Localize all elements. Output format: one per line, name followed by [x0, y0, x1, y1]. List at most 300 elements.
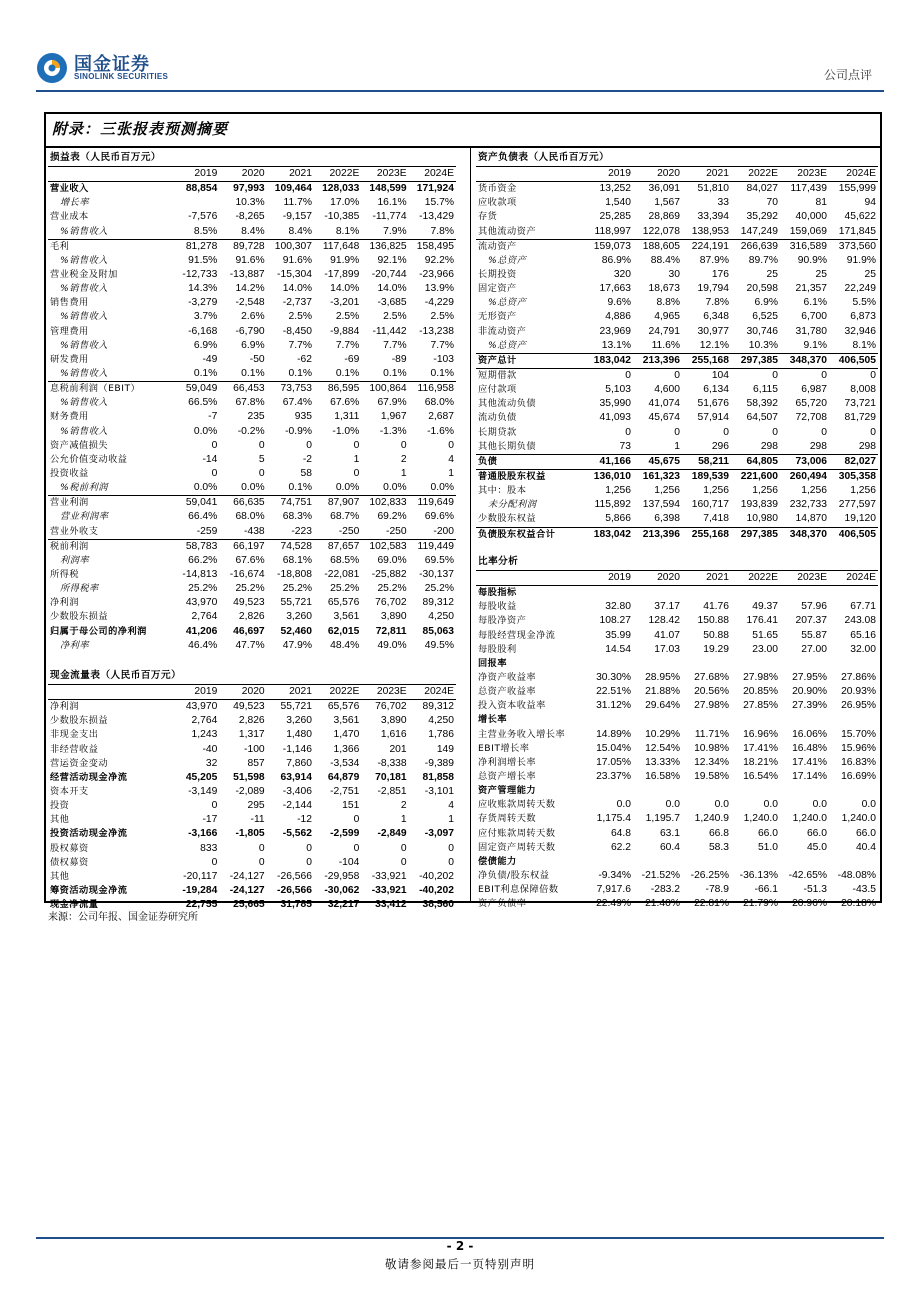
row-label: 营业税金及附加 — [50, 269, 118, 281]
row-label: 研发费用 — [50, 353, 89, 365]
cell-value: 3,561 — [333, 715, 360, 727]
year-header: 2020 — [219, 167, 266, 182]
cell-value: 6,525 — [752, 311, 778, 323]
cell-value: 1,256 — [605, 485, 631, 497]
table-row — [48, 771, 456, 785]
row-label: 筹资活动现金净流 — [50, 885, 128, 897]
cell-value: 13.1% — [584, 339, 633, 354]
cell-value: 51,810 — [697, 183, 729, 195]
cell-value: 7.8% — [705, 297, 729, 309]
row-label: 增长率 — [478, 714, 508, 726]
table-row — [48, 210, 456, 224]
cell-value: 64,805 — [731, 454, 780, 469]
table-row — [476, 339, 878, 354]
cell-value: 7.7% — [288, 339, 312, 351]
table-row — [48, 325, 456, 339]
cell-value — [682, 713, 731, 727]
cell-value: 122,078 — [633, 225, 682, 240]
cell-value: -250 — [314, 525, 361, 540]
cell-value: 31,780 — [795, 325, 827, 337]
cell-value: 32,946 — [844, 325, 876, 337]
cell-value: -2,548 — [235, 297, 265, 309]
cell-value: 1 — [448, 468, 454, 480]
cell-value: 8,008 — [850, 384, 876, 396]
disclaimer-note: 敬请参阅最后一页特别声明 — [385, 1257, 535, 1271]
table-row — [476, 512, 878, 527]
cell-value: 1,243 — [191, 729, 218, 741]
cell-value: 41.76 — [703, 601, 729, 613]
cell-value: -7,576 — [188, 211, 218, 223]
cell-value: 17,663 — [599, 283, 631, 295]
table-row — [476, 827, 878, 841]
table-row — [48, 568, 456, 582]
table-row — [476, 182, 878, 197]
cell-value: 3.7% — [193, 311, 218, 323]
row-label: 非流动资产 — [478, 325, 527, 337]
cell-value: 89,728 — [233, 240, 265, 252]
cell-value: 25,665 — [233, 899, 265, 911]
cell-value: 0.1% — [409, 367, 456, 382]
cell-value: -33,921 — [371, 885, 407, 897]
cell-value: 38,560 — [422, 899, 454, 911]
cell-value: 2 — [400, 453, 407, 465]
cell-value: 183,042 — [584, 353, 633, 368]
cell-value: 86.9% — [601, 254, 631, 266]
cell-value: 10.29% — [645, 728, 680, 740]
header-blank — [476, 571, 584, 586]
table-row — [476, 671, 878, 685]
row-label: 税前利润 — [50, 540, 89, 552]
cell-value: 0 — [258, 856, 265, 868]
cell-value: -250 — [361, 525, 408, 540]
ratio-analysis-title: 比率分析 — [476, 554, 878, 571]
year-header: 2024E — [409, 167, 456, 182]
cell-value: -3,279 — [188, 297, 218, 309]
appendix-title: 附录：三张报表预测摘要 — [52, 120, 229, 138]
cell-value: 406,505 — [829, 353, 878, 368]
cell-value: 21.88% — [645, 686, 680, 698]
year-header-row — [48, 167, 456, 182]
cell-value — [584, 855, 633, 869]
row-label: 应收账款周转天数 — [478, 799, 556, 811]
cell-value: 151 — [342, 800, 360, 812]
cell-value: 28,869 — [648, 211, 680, 223]
cell-value: 6,348 — [703, 311, 729, 323]
year-header: 2021 — [267, 167, 314, 182]
cell-value: 88.4% — [650, 254, 680, 266]
row-label: 利润率 — [60, 554, 90, 566]
cell-value: -104 — [338, 856, 360, 868]
cell-value: 13.33% — [645, 756, 680, 768]
cell-value: 68.1% — [282, 554, 312, 566]
row-label: 投资 — [50, 800, 70, 812]
year-header: 2019 — [172, 167, 219, 182]
cell-value: 19,794 — [697, 283, 729, 295]
cell-value: -2,737 — [282, 297, 312, 309]
table-row — [48, 254, 456, 268]
table-row — [48, 714, 456, 728]
cell-value: 0 — [353, 439, 360, 451]
cell-value: 88,854 — [185, 183, 218, 195]
cell-value: 0 — [306, 842, 312, 854]
cell-value: 160,717 — [691, 499, 729, 511]
cell-value: 0 — [353, 468, 360, 480]
cell-value: -9,884 — [330, 325, 360, 337]
table-row — [476, 614, 878, 628]
cell-value: 9.6% — [607, 297, 631, 309]
cell-value: 7.8% — [409, 225, 456, 240]
cell-value: 17.03 — [654, 643, 680, 655]
row-label: 所得税率 — [60, 583, 99, 595]
cell-value — [731, 855, 780, 869]
cell-value: 45.0 — [806, 841, 827, 853]
cell-value: 66.8 — [708, 827, 729, 839]
row-label: 固定资产 — [478, 283, 517, 295]
cell-value — [633, 784, 682, 798]
cell-value: 59,041 — [185, 497, 218, 509]
cell-value: 1,240.0 — [792, 813, 827, 825]
cell-value: 189,539 — [691, 471, 729, 483]
row-label: 营运资金变动 — [50, 757, 109, 769]
row-label: %销售收入 — [60, 397, 108, 409]
cell-value: 91.9% — [846, 254, 876, 266]
cell-value: 6.9% — [754, 297, 778, 309]
cell-value: 30 — [668, 269, 680, 281]
cashflow-statement-table — [48, 685, 456, 912]
cell-value: 1,311 — [334, 411, 360, 423]
cell-value: 4,600 — [654, 384, 680, 396]
cell-value: -18,808 — [277, 569, 312, 580]
row-label: 每股净资产 — [478, 615, 527, 627]
cell-value: 58,392 — [746, 398, 778, 410]
cell-value: 15.7% — [424, 197, 454, 209]
cell-value: -24,127 — [229, 870, 265, 882]
cell-value: 183,042 — [593, 528, 631, 540]
cell-value: 935 — [294, 411, 312, 423]
table-row — [48, 625, 456, 639]
cell-value: 155,999 — [838, 183, 876, 195]
cell-value: 25 — [815, 269, 827, 281]
row-label: 营业成本 — [50, 211, 89, 223]
cell-value: 67.4% — [282, 397, 312, 409]
cell-value: 87,907 — [327, 497, 360, 509]
table-row — [48, 799, 456, 813]
cell-value: -10,385 — [324, 211, 360, 223]
year-header: 2022E — [731, 167, 780, 182]
cell-value: 49,523 — [233, 701, 265, 713]
cell-value — [829, 784, 878, 798]
cell-value: 55,721 — [280, 597, 312, 609]
cell-value: 255,168 — [691, 528, 729, 540]
cell-value: 85,063 — [422, 625, 454, 637]
table-row — [48, 842, 456, 856]
row-label: 股权募资 — [50, 842, 89, 854]
cell-value: 0 — [353, 814, 360, 826]
cell-value: 14.3% — [188, 283, 218, 295]
year-header: 2024E — [409, 685, 456, 700]
cell-value: 1,240.0 — [743, 813, 778, 825]
table-row — [48, 196, 456, 210]
cell-value: 17.0% — [330, 197, 360, 209]
cell-value: -0.2% — [237, 425, 265, 437]
cell-value: 67.6% — [330, 397, 360, 409]
table-row — [48, 743, 456, 757]
logo-text-en: SINOLINK SECURITIES — [74, 72, 169, 81]
table-row — [476, 869, 878, 883]
cell-value: -200 — [409, 525, 456, 540]
cell-value: 25.2% — [424, 583, 454, 595]
cell-value: 45,675 — [633, 454, 682, 469]
cell-value: -103 — [433, 353, 454, 365]
table-row — [48, 870, 456, 884]
table-row — [476, 600, 878, 614]
cell-value: 7.7% — [335, 339, 360, 351]
cell-value: 18,673 — [648, 283, 680, 295]
table-row — [476, 798, 878, 812]
table-row — [476, 454, 878, 469]
cell-value: 0.1% — [219, 367, 266, 382]
cell-value: -2,751 — [330, 786, 360, 798]
cell-value: -15,304 — [277, 269, 312, 281]
cell-value: 5,103 — [605, 384, 631, 396]
cell-value: 161,323 — [642, 471, 680, 483]
cell-value: 67.9% — [377, 397, 407, 409]
cell-value: 68.0% — [235, 511, 265, 523]
cell-value: -12 — [297, 814, 312, 826]
cell-value: -42.65% — [788, 870, 827, 882]
cell-value: -8,450 — [282, 325, 312, 337]
cell-value: 17.14% — [792, 771, 827, 783]
cell-value: 74,751 — [280, 497, 312, 509]
row-label: 净资产收益率 — [478, 672, 537, 684]
cell-value: 47.7% — [235, 639, 265, 651]
cell-value: 7,418 — [682, 512, 731, 527]
table-row — [48, 539, 456, 554]
row-label: %销售收入 — [60, 283, 108, 295]
cell-value: 201 — [389, 743, 407, 755]
table-row — [476, 699, 878, 713]
table-row — [476, 498, 878, 512]
row-label: 营业外收支 — [48, 525, 172, 540]
cell-value: 51.65 — [752, 629, 778, 641]
cell-value: -223 — [267, 525, 314, 540]
row-label: 资产负债率 — [478, 898, 527, 910]
cell-value: 316,589 — [789, 240, 827, 252]
cell-value: 36,091 — [648, 183, 680, 195]
row-label: 其他 — [50, 814, 70, 826]
cell-value: 66.0 — [855, 827, 876, 839]
cell-value: -1.6% — [427, 425, 454, 437]
cell-value: 857 — [247, 757, 265, 769]
cell-value: 0 — [306, 439, 312, 451]
cell-value: 102,833 — [369, 497, 407, 509]
cell-value: 76,702 — [375, 701, 407, 713]
cell-value: 0.0% — [409, 481, 456, 496]
header-blank — [476, 167, 584, 182]
row-label: 销售费用 — [50, 297, 89, 309]
cell-value: 0 — [400, 856, 407, 868]
cell-value: -23,966 — [419, 269, 454, 281]
cell-value: 0.0% — [219, 481, 266, 496]
cell-value: 22.51% — [596, 686, 631, 698]
cell-value: 298 — [731, 440, 780, 455]
cell-value: 68.7% — [330, 511, 360, 523]
cell-value: 82,027 — [829, 454, 878, 469]
cell-value: 119,449 — [417, 540, 454, 552]
cell-value: 24,791 — [648, 325, 680, 337]
cell-value: 171,924 — [416, 183, 454, 195]
cell-value: 16.1% — [377, 197, 407, 209]
row-label: %总资产 — [488, 254, 527, 266]
cell-value: 9.1% — [780, 339, 829, 354]
cell-value: 72,811 — [375, 625, 407, 637]
cell-value: 32,217 — [327, 899, 360, 911]
cell-value: 43,970 — [185, 701, 218, 713]
cell-value: 104 — [711, 370, 729, 382]
cell-value: 70 — [766, 197, 778, 209]
cell-value: 58,783 — [185, 540, 218, 552]
cell-value: 27.95% — [792, 672, 827, 684]
cell-value: 46,697 — [233, 625, 265, 637]
appendix-frame — [44, 112, 882, 911]
table-row — [476, 310, 878, 324]
table-row — [48, 496, 456, 511]
cell-value: 12.54% — [645, 742, 680, 754]
balance-sheet-title: 资产负债表（人民币百万元） — [476, 150, 878, 167]
cell-value: 35,990 — [599, 398, 631, 410]
cell-value: 66,197 — [233, 540, 265, 552]
cell-value: -24,127 — [229, 885, 265, 897]
cell-value: -22,081 — [324, 569, 360, 580]
table-row — [48, 639, 456, 653]
table-row — [48, 728, 456, 742]
table-row — [48, 353, 456, 367]
cell-value: 1,366 — [333, 743, 360, 755]
table-row — [476, 742, 878, 756]
logo-text-cn: 国金证券 — [74, 54, 150, 75]
table-row — [48, 182, 456, 197]
cell-value — [829, 657, 878, 671]
year-header-row — [48, 685, 456, 700]
cell-value: 26.95% — [841, 700, 876, 712]
table-row — [476, 855, 878, 869]
cell-value: 5 — [258, 453, 265, 465]
cell-value: 17.41% — [743, 742, 778, 754]
cell-value: -2,851 — [377, 786, 407, 798]
cell-value: -26,566 — [277, 870, 312, 882]
cell-value: 20.90% — [792, 686, 827, 698]
cell-value: 1,256 — [654, 485, 680, 497]
year-header: 2020 — [219, 685, 266, 700]
cell-value: 115,892 — [594, 499, 631, 511]
cell-value — [633, 855, 682, 869]
table-row — [476, 440, 878, 455]
cell-value: 119,649 — [417, 497, 454, 509]
table-row — [48, 856, 456, 870]
year-header: 2022E — [314, 685, 361, 700]
table-row — [48, 225, 456, 240]
table-row — [476, 411, 878, 425]
year-header: 2023E — [361, 685, 408, 700]
cell-value: 0 — [625, 426, 631, 438]
cell-value: 27.98% — [694, 700, 729, 712]
cell-value — [780, 657, 829, 671]
cell-value: 1,256 — [850, 485, 876, 497]
cell-value: -30,062 — [324, 885, 360, 897]
cell-value: 1,967 — [380, 411, 407, 423]
cell-value: 46.4% — [188, 639, 218, 651]
cell-value: 0 — [211, 439, 218, 451]
cell-value: 298 — [829, 440, 878, 455]
cell-value: 22,755 — [185, 899, 218, 911]
year-header-row — [476, 167, 878, 182]
cell-value: -6,168 — [188, 325, 218, 337]
cell-value: 136,010 — [593, 471, 631, 483]
cell-value: 128.42 — [648, 615, 680, 627]
cell-value — [584, 586, 633, 601]
cell-value: 29.64% — [645, 700, 680, 712]
cell-value: 159,069 — [780, 225, 829, 240]
cell-value — [731, 713, 780, 727]
table-row — [476, 268, 878, 282]
cell-value: 16.54% — [743, 771, 778, 783]
cell-value: 67.6% — [235, 554, 265, 566]
header-blank — [48, 167, 172, 182]
row-label: 少数股东损益 — [50, 611, 109, 623]
table-row — [476, 196, 878, 210]
row-label: 所得税 — [50, 569, 80, 580]
cell-value: -1.3% — [379, 425, 407, 437]
year-header: 2020 — [633, 571, 682, 586]
cell-value — [829, 713, 878, 727]
cell-value: 33 — [717, 197, 729, 209]
cell-value: 20,598 — [746, 283, 778, 295]
table-row — [48, 610, 456, 624]
cell-value: 117,439 — [790, 183, 827, 195]
cell-value: 4 — [448, 800, 454, 812]
cell-value: 89,312 — [422, 701, 454, 713]
cell-value: 117,648 — [322, 240, 360, 252]
cell-value: 81,278 — [185, 240, 218, 252]
cell-value: 2,826 — [238, 715, 265, 727]
cell-value: 21.40% — [645, 898, 680, 910]
cell-value: 40,000 — [795, 211, 827, 223]
year-header-row — [476, 571, 878, 586]
cell-value: 108.27 — [599, 615, 631, 627]
cell-value: 90.9% — [797, 254, 827, 266]
table-row — [476, 841, 878, 855]
cell-value: 57,914 — [697, 412, 729, 424]
cell-value: 51,676 — [697, 398, 729, 410]
table-row — [48, 239, 456, 254]
year-header: 2019 — [172, 685, 219, 700]
cell-value: -11,774 — [372, 211, 407, 223]
title-divider — [46, 146, 880, 148]
cell-value: 147,249 — [731, 225, 780, 240]
cell-value: 149 — [436, 743, 454, 755]
cell-value: 65.16 — [850, 629, 876, 641]
cell-value: 41,093 — [599, 412, 631, 424]
row-label: 营业利润率 — [60, 511, 109, 523]
cell-value: 3,890 — [380, 611, 407, 623]
table-row — [48, 596, 456, 610]
cell-value: -89 — [391, 353, 407, 365]
cell-value: 20.18% — [841, 898, 876, 910]
row-label: 无形资产 — [478, 311, 517, 323]
cell-value: -259 — [172, 525, 219, 540]
table-row — [48, 582, 456, 596]
cell-value: 62.2 — [610, 841, 631, 853]
